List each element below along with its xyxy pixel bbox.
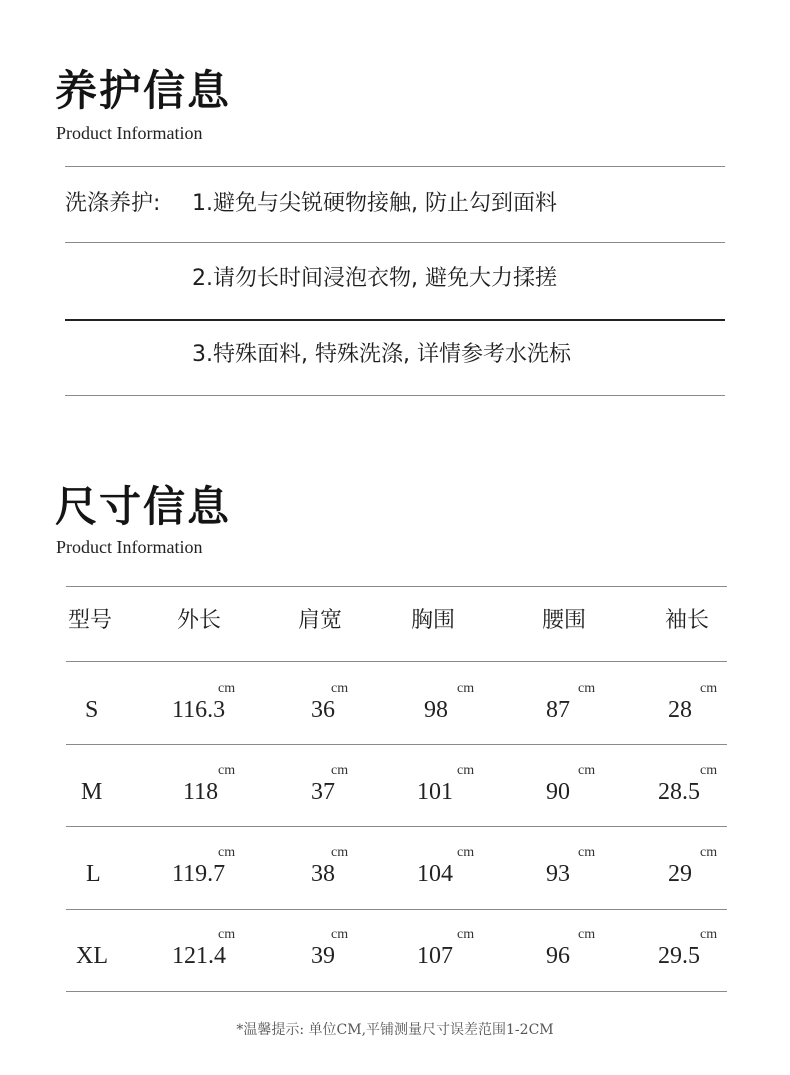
size-subtitle: Product Information <box>56 537 203 557</box>
size-label: XL <box>76 943 108 969</box>
table-row-divider <box>66 661 727 662</box>
value-waist: 87 <box>546 697 570 723</box>
care-title: 养护信息 <box>55 66 232 115</box>
table-bottom-border <box>66 991 727 992</box>
unit-label: cm <box>218 845 236 860</box>
value-waist: 96 <box>546 943 570 969</box>
unit-label: cm <box>457 681 475 696</box>
unit-label: cm <box>331 763 349 778</box>
care-item-1: 1.避免与尖锐硬物接触, 防止勾到面料 <box>192 191 557 216</box>
table-row-divider <box>66 744 727 745</box>
header-chest: 胸围 <box>411 608 456 633</box>
unit-label: cm <box>578 681 596 696</box>
value-chest: 104 <box>417 861 453 887</box>
value-sleeve: 29.5 <box>658 943 700 969</box>
value-shoulder: 39 <box>311 943 335 969</box>
divider <box>65 242 725 243</box>
unit-label: cm <box>700 927 718 942</box>
unit-label: cm <box>578 927 596 942</box>
value-sleeve: 28 <box>668 697 692 723</box>
value-length: 118 <box>183 779 219 805</box>
unit-label: cm <box>331 927 349 942</box>
value-chest: 101 <box>417 779 453 805</box>
header-sleeve: 袖长 <box>665 608 710 633</box>
unit-label: cm <box>457 845 475 860</box>
value-length: 116.3 <box>172 697 226 723</box>
header-shoulder: 肩宽 <box>298 608 343 633</box>
value-waist: 93 <box>546 861 570 887</box>
unit-label: cm <box>578 845 596 860</box>
unit-label: cm <box>218 681 236 696</box>
unit-label: cm <box>218 763 236 778</box>
unit-label: cm <box>700 845 718 860</box>
value-shoulder: 38 <box>311 861 335 887</box>
unit-label: cm <box>700 763 718 778</box>
unit-label: cm <box>700 681 718 696</box>
table-row-divider <box>66 909 727 910</box>
value-chest: 107 <box>417 943 453 969</box>
value-length: 121.4 <box>172 943 226 969</box>
value-shoulder: 36 <box>311 697 335 723</box>
unit-label: cm <box>331 845 349 860</box>
divider <box>65 319 725 321</box>
unit-label: cm <box>457 763 475 778</box>
value-length: 119.7 <box>172 861 226 887</box>
size-title: 尺寸信息 <box>55 482 232 531</box>
table-top-border <box>66 586 727 587</box>
unit-label: cm <box>218 927 236 942</box>
header-model: 型号 <box>68 608 113 633</box>
value-waist: 90 <box>546 779 570 805</box>
header-length: 外长 <box>177 608 222 633</box>
divider <box>65 166 725 167</box>
header-waist: 腰围 <box>542 608 587 633</box>
unit-label: cm <box>331 681 349 696</box>
unit-label: cm <box>457 927 475 942</box>
value-sleeve: 28.5 <box>658 779 700 805</box>
care-item-3: 3.特殊面料, 特殊洗涤, 详情参考水洗标 <box>192 342 571 367</box>
value-shoulder: 37 <box>311 779 335 805</box>
care-item-2: 2.请勿长时间浸泡衣物, 避免大力揉搓 <box>192 266 557 291</box>
care-label: 洗涤养护: <box>65 191 161 216</box>
care-subtitle: Product Information <box>56 123 203 143</box>
size-label: M <box>81 779 103 805</box>
unit-label: cm <box>578 763 596 778</box>
measurement-note: *温馨提示: 单位CM,平铺测量尺寸误差范围1-2CM <box>236 1022 554 1038</box>
size-label: S <box>85 697 99 723</box>
size-label: L <box>86 861 101 887</box>
table-row-divider <box>66 826 727 827</box>
value-chest: 98 <box>424 697 448 723</box>
value-sleeve: 29 <box>668 861 692 887</box>
divider <box>65 395 725 396</box>
